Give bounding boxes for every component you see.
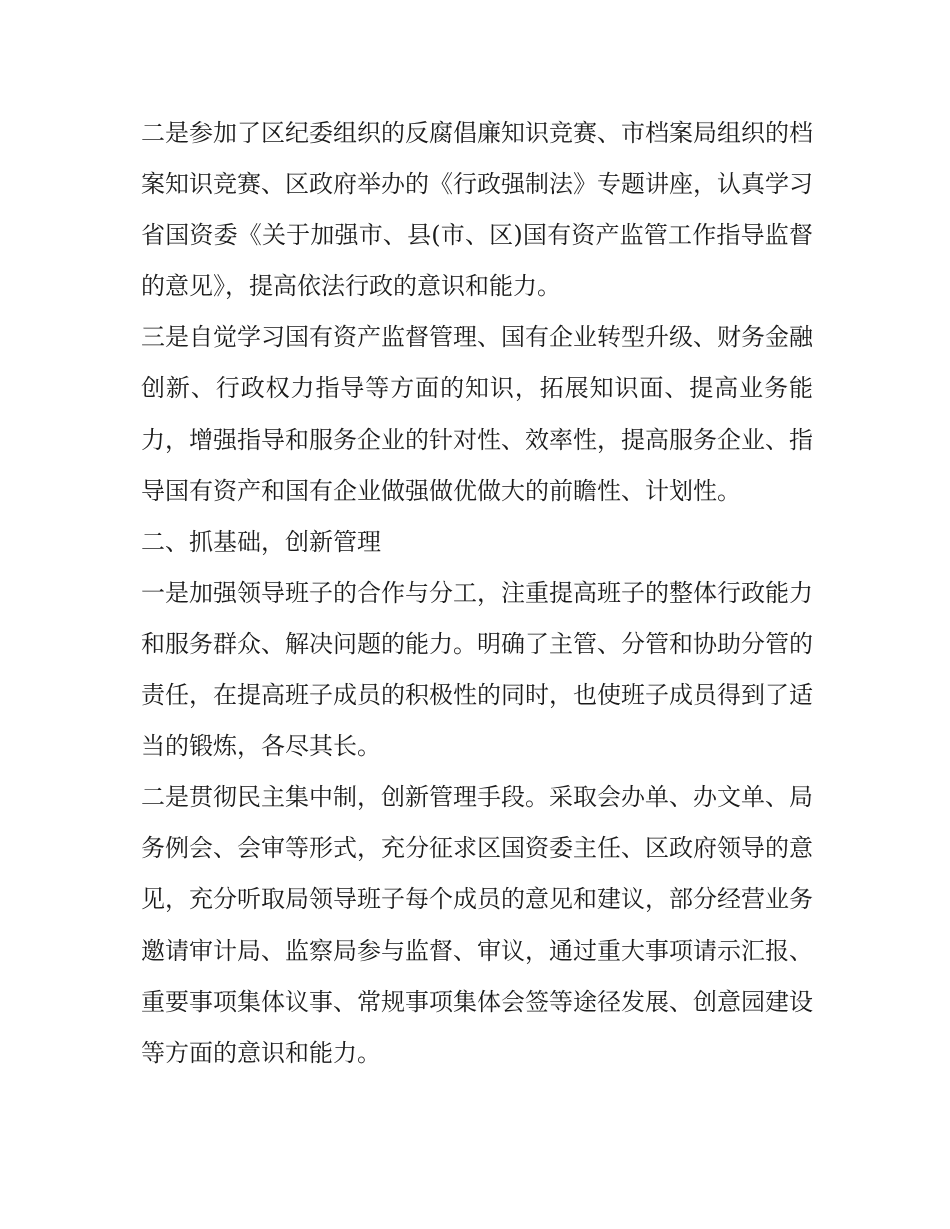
paragraph-study-competitions: 二是参加了区纪委组织的反腐倡廉知识竞赛、市档案局组织的档案知识竞赛、区政府举办的《行政强制法》专题讲座，认真学习省国资委《关于加强市、县(市、区)国有资产监管工作指导监督的意见》，提高依法行政的意识和能力。 <box>141 119 813 301</box>
paragraph-leadership-cooperation: 一是加强领导班子的合作与分工，注重提高班子的整体行政能力和服务群众、解决问题的能力。明确了主管、分管和协助分管的责任，在提高班子成员的积极性的同时，也使班子成员得到了适当的锻炼，各尽其长。 <box>141 578 813 761</box>
document-body <box>141 108 813 1079</box>
paragraph-self-study: 三是自觉学习国有资产监督管理、国有企业转型升级、财务金融创新、行政权力指导等方面的知识，拓展知识面、提高业务能力，增强指导和服务企业的针对性、效率性，提高服务企业、指导国有资产和国有企业做强做优做大的前瞻性、计划性。 <box>141 323 813 505</box>
section-heading: 二、抓基础，创新管理 <box>141 527 381 556</box>
paragraph-democratic-centralism: 二是贯彻民主集中制，创新管理手段。采取会办单、办文单、局务例会、会审等形式，充分征求区国资委主任、区政府领导的意见，充分听取局领导班子每个成员的意见和建议，部分经营业务邀请审计局、监察局参与监督、审议，通过重大事项请示汇报、重要事项集体议事、常规事项集体会签等途径发展、创意园建设等方面的意识和能力。 <box>141 783 813 1067</box>
